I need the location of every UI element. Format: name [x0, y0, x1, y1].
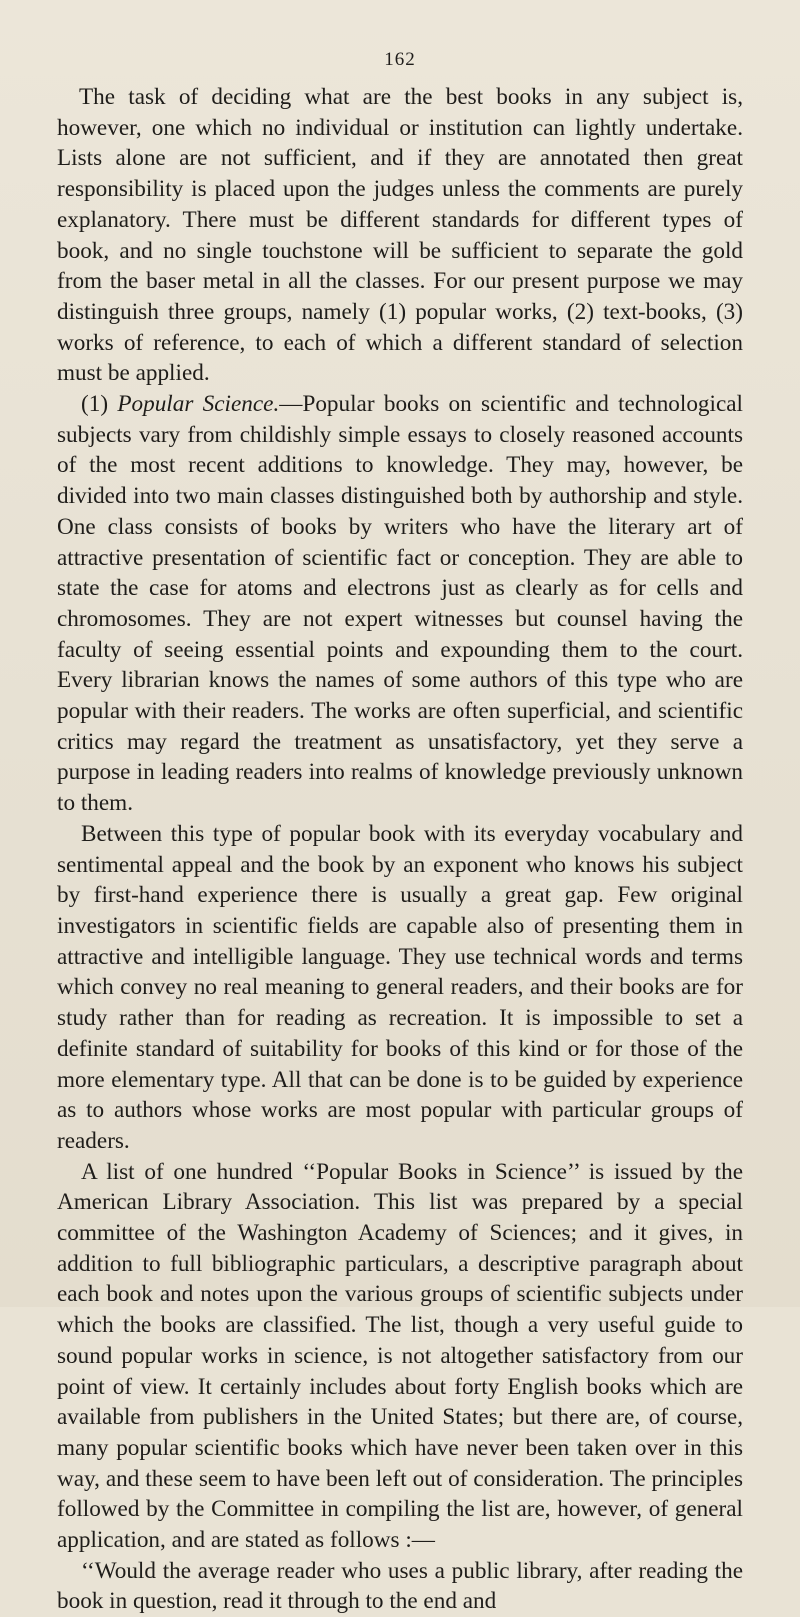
body-text: [57, 82, 743, 1617]
paragraph-popular-science-text: —Popular books on scientific and technological subjects vary from childishly simple essays to closely reasoned accounts of the most recent additions to knowledge. They may, however, be divided into two main classes distinguished both by authorship and style. One class consists of books by writers who have the literary art of attractive presentation of scientific fact or conception. They are able to state the case for atoms and electrons just as clearly as for cells and chromosomes. They are not expert witnesses but counsel having the faculty of seeing essential points and expounding them to the court. Every librarian knows the names of some authors of this type who are popular with their readers. The works are often superficial, and scientific critics may regard the treatment as unsatisfactory, yet they serve a purpose in leading readers into realms of knowledge previously unknown to them.: [57, 391, 743, 817]
section-number: (1): [81, 391, 118, 418]
paragraph-popular-science: [57, 389, 743, 819]
paragraph-quote: ‘‘Would the average reader who uses a public library, after reading the book in question, read it through to the end and: [57, 1557, 743, 1615]
page-number: 162: [384, 49, 416, 70]
paragraph-intro: The task of deciding what are the best books in any subject is, however, one which no individual or institution can lightly undertake. Lists alone are not sufficient, and if they are annotated then great responsibility is placed upon the judges unless the comments are purely explanatory. There must be different standards for different types of book, and no single touchstone will be sufficient to separate the gold from the baser metal in all the classes. For our present purpose we may distinguish three groups, namely (1) popular works, (2) text-books, (3) works of reference, to each of which a different standard of selection must be applied.: [57, 84, 743, 387]
paragraph-ala-list: A list of one hundred ‘‘Popular Books in Science’’ is issued by the American Library Association. This list was prepared by a special committee of the Washington Academy of Sciences; and it gives, in addition to full bibliographic particulars, a descriptive paragraph about each book and notes upon the various groups of scientific subjects under which the books are classified. The list, though a very useful guide to sound popular works in science, is not altogether satisfactory from our point of view. It certainly includes about forty English books which are available from publishers in the United States; but there are, of course, many popular scientific books which have never been taken over in this way, and these seem to have been left out of consideration. The principles followed by the Committee in compiling the list are, however, of general application, and are stated as follows :—: [57, 1158, 743, 1554]
section-heading: Popular Science.: [117, 391, 280, 418]
paragraph-gap: Between this type of popular book with its everyday vocabulary and sentimental appeal and the book by an exponent who knows his subject by first-hand experience there is usually a great gap. Few original investigators in scientific fields are capable also of presenting them in attractive and intelligible language. They use technical words and terms which convey no real meaning to general readers, and their books are for study rather than for reading as recreation. It is impossible to set a definite standard of suitability for books of this kind or for those of the more elementary type. All that can be done is to be guided by experience as to authors whose works are most popular with particular groups of readers.: [57, 820, 743, 1154]
